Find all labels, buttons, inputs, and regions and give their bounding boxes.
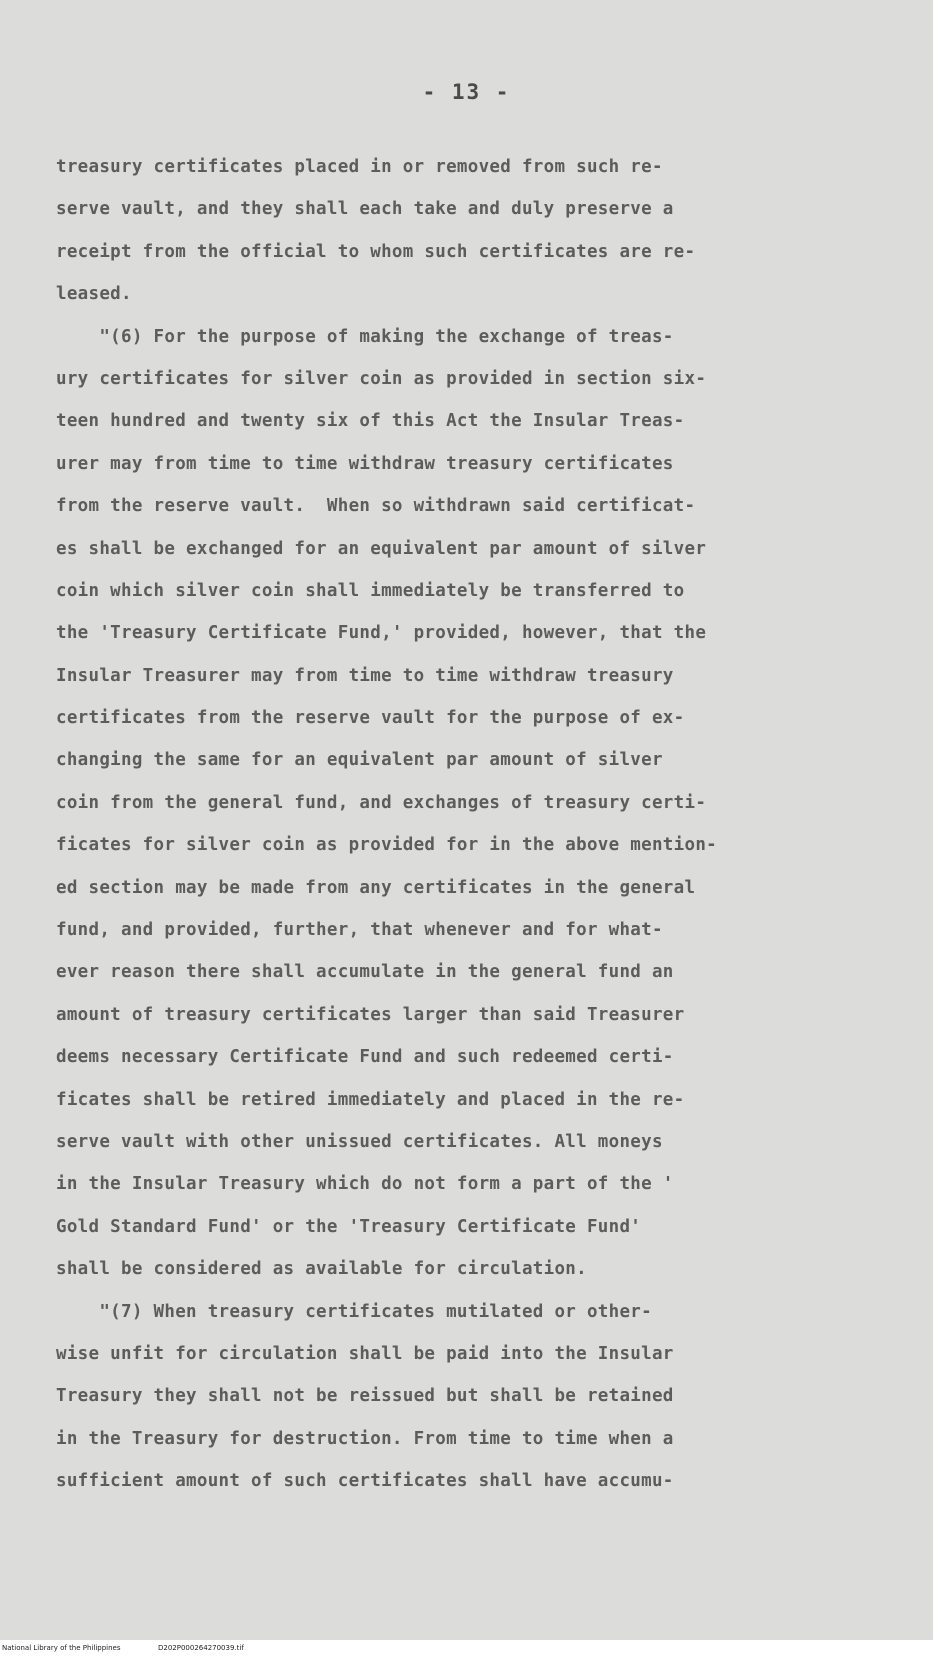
text-line: in the Insular Treasury which do not form a part of the ' (56, 1174, 674, 1195)
text-line: Insular Treasurer may from time to time withdraw treasury (56, 665, 674, 686)
text-line: deems necessary Certificate Fund and such redeemed certi- (56, 1047, 674, 1068)
text-line: "(6) For the purpose of making the exchange of treas- (56, 326, 674, 347)
text-line: serve vault with other unissued certificates. All moneys (56, 1131, 663, 1152)
text-line: ficates shall be retired immediately and placed in the re- (56, 1089, 685, 1110)
text-line: teen hundred and twenty six of this Act the Insular Treas- (56, 411, 685, 432)
text-line: receipt from the official to whom such certificates are re- (56, 241, 696, 262)
text-line: treasury certificates placed in or removed from such re- (56, 157, 663, 177)
text-line: changing the same for an equivalent par amount of silver (56, 750, 663, 771)
text-line: the 'Treasury Certificate Fund,' provided, however, that the (56, 623, 707, 644)
text-line: ficates for silver coin as provided for in the above mention- (56, 835, 717, 856)
text-line: urer may from time to time withdraw treasury certificates (56, 453, 674, 474)
text-line: in the Treasury for destruction. From time to time when a (56, 1428, 674, 1449)
text-line: from the reserve vault. When so withdrawn said certificat- (56, 496, 696, 517)
text-line: ever reason there shall accumulate in the general fund an (56, 962, 674, 983)
text-line: coin from the general fund, and exchanges of treasury certi- (56, 792, 707, 813)
library-credit: National Library of the Philippines (2, 1644, 121, 1652)
file-name: D202P000264270039.tif (158, 1644, 244, 1652)
body-text (56, 146, 886, 1503)
text-line: Gold Standard Fund' or the 'Treasury Certificate Fund' (56, 1216, 642, 1237)
text-line: wise unfit for circulation shall be paid into the Insular (56, 1343, 674, 1364)
text-line: serve vault, and they shall each take and duly preserve a (56, 199, 674, 220)
text-line: leased. (56, 284, 132, 305)
text-line: coin which silver coin shall immediately be transferred to (56, 580, 685, 601)
text-line: sufficient amount of such certificates shall have accumu- (56, 1471, 674, 1492)
text-line: fund, and provided, further, that whenever and for what- (56, 920, 663, 941)
text-line: ed section may be made from any certificates in the general (56, 877, 696, 898)
text-line: "(7) When treasury certificates mutilated or other- (56, 1301, 652, 1322)
text-line: es shall be exchanged for an equivalent par amount of silver (56, 538, 707, 559)
text-line: shall be considered as available for circulation. (56, 1259, 587, 1280)
page-number: - 13 - (422, 80, 511, 104)
text-line: ury certificates for silver coin as provided in section six- (56, 368, 707, 389)
text-line: amount of treasury certificates larger than said Treasurer (56, 1004, 685, 1025)
scan-footer (0, 1643, 933, 1658)
text-line: Treasury they shall not be reissued but shall be retained (56, 1386, 674, 1407)
text-line: certificates from the reserve vault for the purpose of ex- (56, 708, 685, 729)
